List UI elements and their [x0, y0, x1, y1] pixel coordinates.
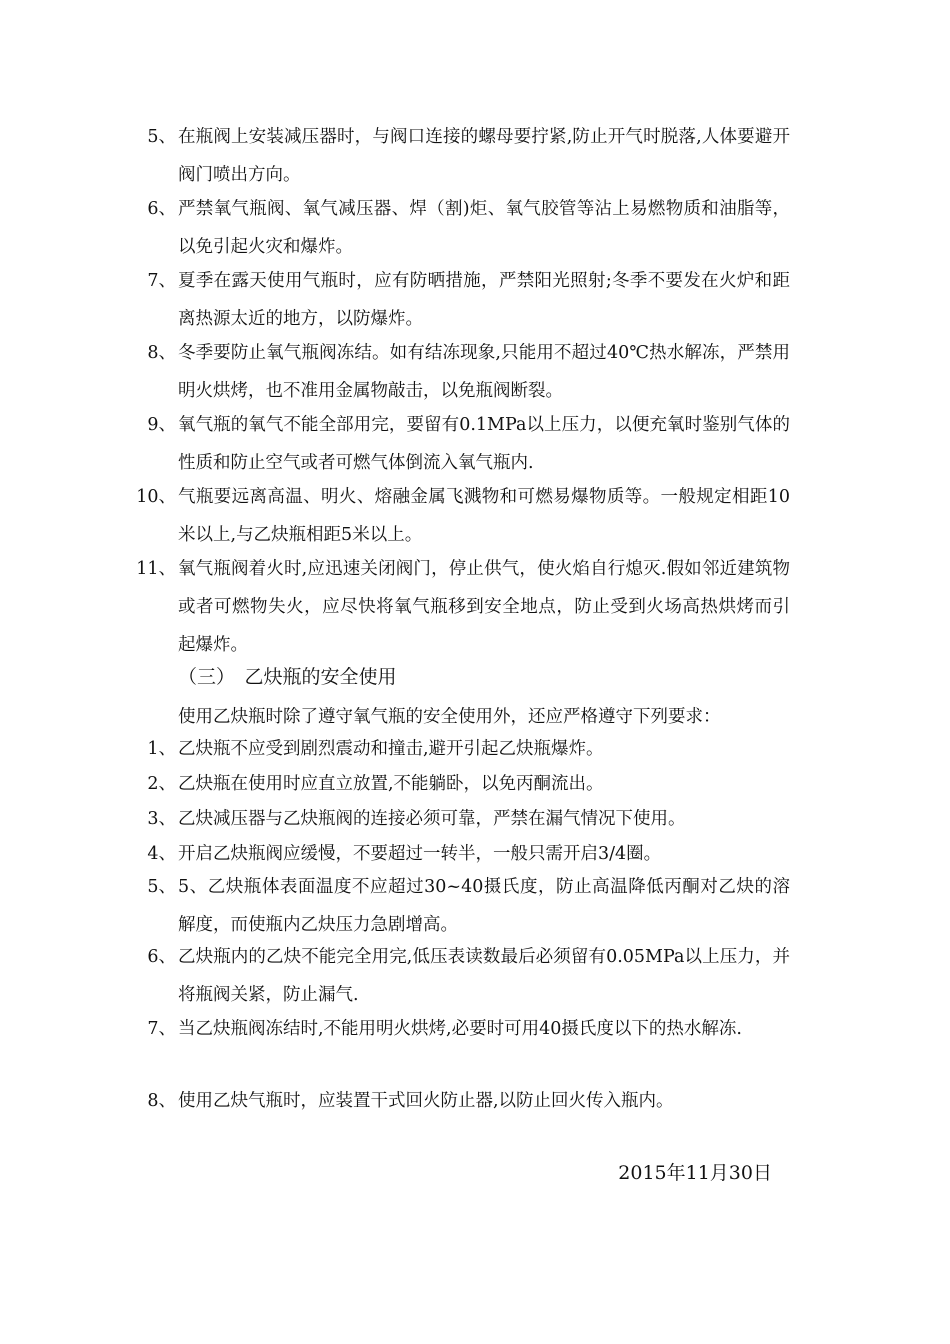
item-number: 11、: [136, 559, 176, 579]
list-item-oxygen-8: [130, 334, 790, 410]
item-number: 5、: [147, 877, 176, 897]
item-number: 6、: [147, 947, 176, 967]
item-text: 开启乙炔瓶阀应缓慢，不要超过一转半，一般只需开启3/4圈。: [178, 844, 662, 864]
list-item-oxygen-5: [130, 118, 790, 194]
item-number: 7、: [147, 271, 176, 291]
item-text: 乙炔瓶不应受到剧烈震动和撞击,避开引起乙炔瓶爆炸。: [178, 739, 604, 759]
item-text: 气瓶要远离高温、明火、熔融金属飞溅物和可燃易爆物质等。一般规定相距10米以上,与乙炔瓶相距5米以上。: [178, 487, 790, 545]
item-text: 5、乙炔瓶体表面温度不应超过30~40摄氏度，防止高温降低丙酮对乙炔的溶解度，而使瓶内乙炔压力急剧增高。: [178, 877, 790, 935]
item-number: 9、: [147, 415, 176, 435]
item-text: 乙炔瓶内的乙炔不能完全用完,低压表读数最后必须留有0.05MPa以上压力，并将瓶阀关紧，防止漏气.: [178, 947, 790, 1005]
item-number: 5、: [147, 127, 176, 147]
item-number: 3、: [147, 809, 176, 829]
item-text: 严禁氧气瓶阀、氧气减压器、焊（割)炬、氧气胶管等沾上易燃物质和油脂等，以免引起火灾和爆炸。: [178, 199, 790, 257]
item-text: 乙炔瓶在使用时应直立放置,不能躺卧，以免丙酮流出。: [178, 774, 604, 794]
item-number: 4、: [147, 844, 176, 864]
item-number: 8、: [147, 1091, 176, 1111]
list-item-oxygen-11: [130, 550, 790, 664]
item-text: 乙炔减压器与乙炔瓶阀的连接必须可靠，严禁在漏气情况下使用。: [178, 809, 686, 829]
list-item-acetylene-8: [130, 1082, 790, 1120]
item-number: 7、: [147, 1019, 176, 1039]
item-text: 夏季在露天使用气瓶时，应有防晒措施，严禁阳光照射;冬季不要发在火炉和距离热源太近的地方，以防爆炸。: [178, 271, 790, 329]
item-number: 8、: [147, 343, 176, 363]
section-intro: 使用乙炔瓶时除了遵守氧气瓶的安全使用外，还应严格遵守下列要求：: [178, 707, 721, 727]
list-item-acetylene-7: [130, 1010, 790, 1048]
list-item-acetylene-1: [130, 730, 790, 768]
list-item-acetylene-2: [130, 765, 790, 803]
item-number: 2、: [147, 774, 176, 794]
item-text: 氧气瓶的氧气不能全部用完，要留有0.1MPa以上压力，以便充氧时鉴别气体的性质和防止空气或者可燃气体倒流入氧气瓶内.: [178, 415, 790, 473]
document-date: 2015年11月30日: [618, 1162, 772, 1184]
list-item-oxygen-10: [130, 478, 790, 554]
item-number: 1、: [147, 739, 176, 759]
item-text: 使用乙炔气瓶时，应装置干式回火防止器,以防止回火传入瓶内。: [178, 1091, 674, 1111]
item-text: 当乙炔瓶阀冻结时,不能用明火烘烤,必要时可用40摄氏度以下的热水解冻.: [178, 1019, 742, 1039]
list-item-oxygen-7: [130, 262, 790, 338]
list-item-acetylene-6: [130, 938, 790, 1014]
item-text: 氧气瓶阀着火时,应迅速关闭阀门，停止供气，使火焰自行熄灭.假如邻近建筑物或者可燃物失火，应尽快将氧气瓶移到安全地点，防止受到火场高热烘烤而引起爆炸。: [178, 559, 790, 655]
list-item-oxygen-6: [130, 190, 790, 266]
item-text: 冬季要防止氧气瓶阀冻结。如有结冻现象,只能用不超过40℃热水解冻，严禁用明火烘烤，也不准用金属物敲击，以免瓶阀断裂。: [178, 343, 790, 401]
item-number: 10、: [136, 487, 176, 507]
item-text: 在瓶阀上安装减压器时，与阀口连接的螺母要拧紧,防止开气时脱落,人体要避开阀门喷出方向。: [178, 127, 790, 185]
list-item-oxygen-9: [130, 406, 790, 482]
section-heading: （三） 乙炔瓶的安全使用: [178, 666, 397, 688]
item-number: 6、: [147, 199, 176, 219]
list-item-acetylene-3: [130, 800, 790, 838]
list-item-acetylene-5: [130, 868, 790, 944]
